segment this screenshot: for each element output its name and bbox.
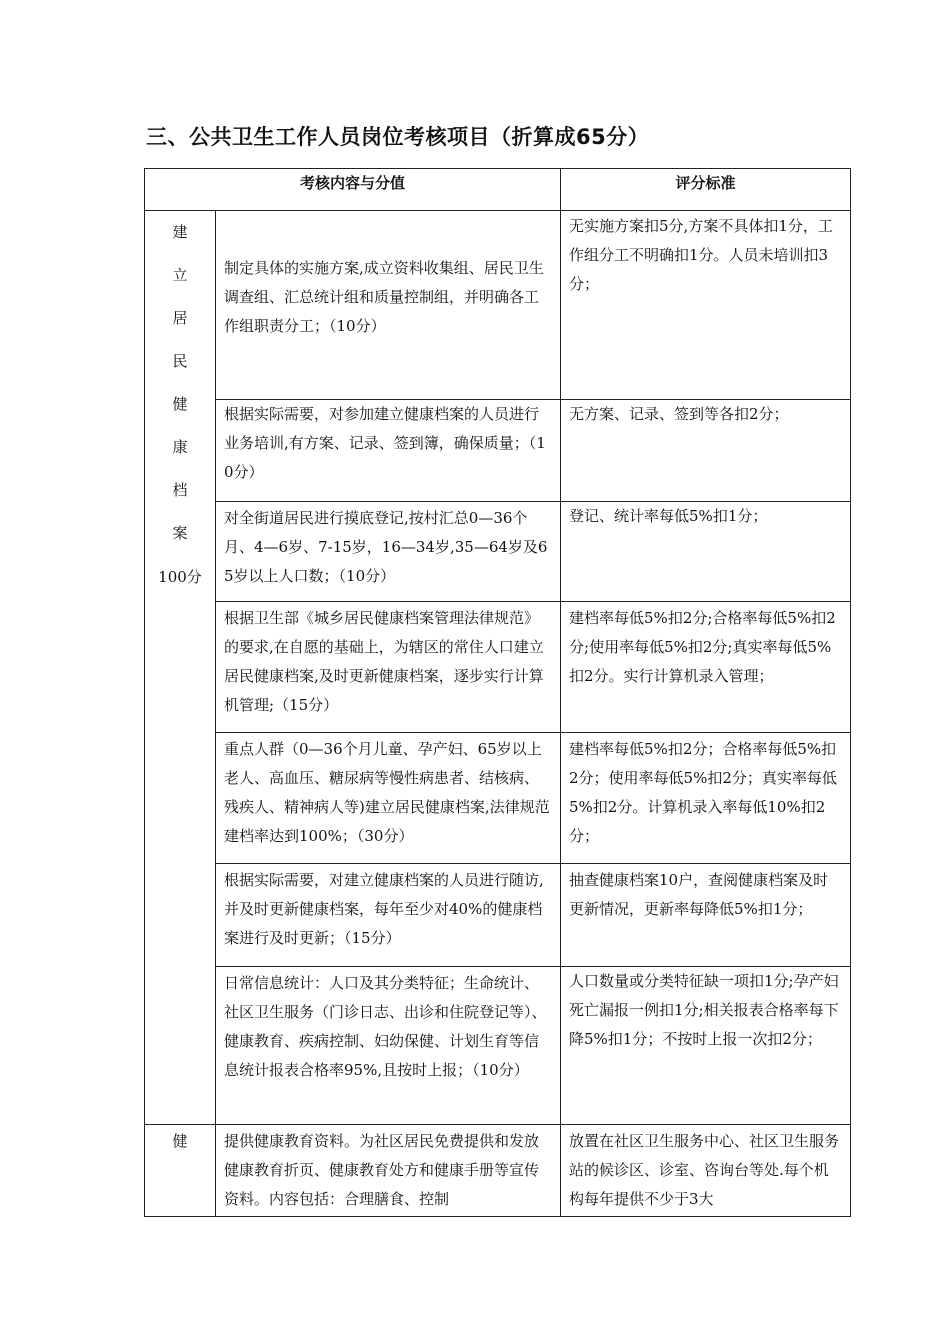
category-cell xyxy=(145,211,216,1125)
row-content: 日常信息统计：人口及其分类特征；生命统计、社区卫生服务（门诊日志、出诊和住院登记等）、健康教育、疾病控制、妇幼保健、计划生育等信息统计报表合格率95%,且按时上报；（10分） xyxy=(224,974,547,1079)
row-criteria: 登记、统计率每低5%扣1分； xyxy=(569,507,768,525)
header-criteria: 评分标准 xyxy=(561,169,851,211)
criteria-cell xyxy=(561,502,851,602)
row-content: 根据实际需要，对建立健康档案的人员进行随访,并及时更新健康档案，每年至少对40%的健康档案进行及时更新；（15分） xyxy=(224,871,544,947)
table-row xyxy=(145,864,851,967)
row-criteria: 无方案、记录、签到等各扣2分； xyxy=(569,405,789,423)
table-row xyxy=(145,733,851,864)
row-criteria: 放置在社区卫生服务中心、社区卫生服务站的候诊区、诊室、咨询台等处.每个机构每年提供不少于3大 xyxy=(569,1132,840,1208)
row-criteria: 抽查健康档案10户，查阅健康档案及时更新情况，更新率每降低5%扣1分； xyxy=(569,871,829,918)
criteria-cell xyxy=(561,1125,851,1217)
content-cell xyxy=(216,400,561,502)
table-row xyxy=(145,211,851,400)
row-content: 提供健康教育资料。为社区居民免费提供和发放健康教育折页、健康教育处方和健康手册等宣传资料。内容包括：合理膳食、控制 xyxy=(224,1132,540,1208)
criteria-cell xyxy=(561,602,851,733)
content-cell xyxy=(216,1125,561,1217)
content-cell xyxy=(216,211,561,400)
criteria-cell xyxy=(561,211,851,400)
row-criteria: 无实施方案扣5分,方案不具体扣1分，工作组分工不明确扣1分。人员未培训扣3分； xyxy=(569,217,833,293)
category-char: 档 xyxy=(172,481,188,499)
content-cell xyxy=(216,864,561,967)
criteria-cell xyxy=(561,967,851,1125)
table-row xyxy=(145,967,851,1125)
content-cell xyxy=(216,967,561,1125)
content-cell xyxy=(216,502,561,602)
category-char: 健 xyxy=(172,1132,188,1150)
table-row xyxy=(145,502,851,602)
category-char: 康 xyxy=(172,438,188,456)
category-cell xyxy=(145,1125,216,1217)
row-content: 根据卫生部《城乡居民健康档案管理法律规范》的要求,在自愿的基础上，为辖区的常住人口建立居民健康档案,及时更新健康档案，逐步实行计算机管理;（15分） xyxy=(224,609,544,714)
assessment-table xyxy=(144,168,851,1217)
criteria-cell xyxy=(561,864,851,967)
table-row xyxy=(145,602,851,733)
page-title: 三、公共卫生工作人员岗位考核项目（折算成65分） xyxy=(146,125,650,149)
category-char: 民 xyxy=(172,352,188,370)
criteria-cell xyxy=(561,400,851,502)
category-char: 健 xyxy=(172,395,188,413)
row-criteria: 建档率每低5%扣2分；合格率每低5%扣2分；使用率每低5%扣2分；真实率每低5%扣2分。计算机录入率每低10%扣2分； xyxy=(569,740,837,845)
row-content: 重点人群（0—36个月儿童、孕产妇、65岁以上老人、高血压、糖尿病等慢性病患者、结核病、残疾人、精神病人等)建立居民健康档案,法律规范建档率达到100%；（30分） xyxy=(224,740,550,845)
category-char: 立 xyxy=(172,266,188,284)
table-header-row xyxy=(145,169,851,211)
row-criteria: 人口数量或分类特征缺一项扣1分;孕产妇死亡漏报一例扣1分;相关报表合格率每下降5%扣1分；不按时上报一次扣2分； xyxy=(569,972,839,1048)
row-content: 根据实际需要，对参加建立健康档案的人员进行业务培训,有方案、记录、签到簿，确保质量；（10分） xyxy=(224,405,546,481)
row-content: 对全街道居民进行摸底登记,按村汇总0—36个月、4—6岁、7-15岁，16—34岁,35—64岁及65岁以上人口数；（10分） xyxy=(224,509,548,585)
criteria-cell xyxy=(561,733,851,864)
content-cell xyxy=(216,602,561,733)
header-content: 考核内容与分值 xyxy=(145,169,561,211)
row-content: 制定具体的实施方案,成立资料收集组、居民卫生调查组、汇总统计组和质量控制组，并明确各工作组职责分工；（10分） xyxy=(224,259,544,335)
category-char: 居 xyxy=(172,309,188,327)
category-char: 案 xyxy=(172,524,188,542)
table-row xyxy=(145,1125,851,1217)
content-cell xyxy=(216,733,561,864)
category-char: 建 xyxy=(172,223,188,241)
category-score: 100分 xyxy=(158,568,202,586)
table-row xyxy=(145,400,851,502)
row-criteria: 建档率每低5%扣2分;合格率每低5%扣2分;使用率每低5%扣2分;真实率每低5%扣2分。实行计算机录入管理； xyxy=(569,609,836,685)
